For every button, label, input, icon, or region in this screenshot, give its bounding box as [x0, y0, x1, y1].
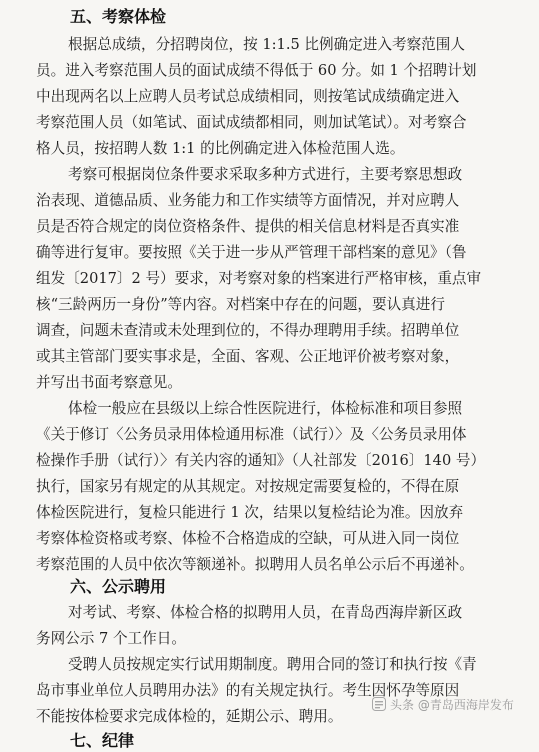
paragraph-line: 员。进入考察范围人员的面试成绩不得低于 60 分。如 1 个招聘计划: [36, 62, 477, 79]
section-heading: 七、纪律: [70, 731, 135, 750]
paragraph-line: 体检一般应在县级以上综合性医院进行，体检标准和项目参照: [68, 400, 463, 417]
paragraph-line: 考察体检资格或考察、体检不合格造成的空缺，可从进入同一岗位: [36, 530, 460, 547]
section-heading: 五、考察体检: [70, 7, 167, 26]
paragraph-line: 执行，国家另有规定的从其规定。对按规定需要复检的，不得在原: [36, 478, 460, 495]
section-heading: 六、公示聘用: [70, 577, 167, 596]
paragraph-line: 考察可根据岗位条件要求采取多种方式进行，主要考察思想政: [68, 166, 463, 183]
paragraph-line: 组发〔2017〕2 号）要求，对考察对象的档案进行严格审核，重点审: [36, 270, 482, 287]
paragraph-line: 检操作手册（试行）〉有关内容的通知》（人社部发〔2016〕140 号）: [36, 452, 486, 469]
paragraph-line: 中出现两名以上应聘人员考试总成绩相同，则按笔试成绩确定进入: [36, 88, 460, 105]
paragraph-line: 务网公示 7 个工作日。: [36, 630, 186, 647]
paragraph-line: 治表现、道德品质、业务能力和工作实绩等方面情况，并对应聘人: [36, 192, 460, 209]
paragraph-line: 受聘人员按规定实行试用期制度。聘用合同的签订和执行按《青: [68, 656, 477, 673]
paragraph-line: 格人员，按招聘人数 1:1 的比例确定进入体检范围人选。: [36, 140, 405, 157]
paragraph-line: 岛市事业单位人员聘用办法》的有关规定执行。考生因怀孕等原因: [36, 682, 460, 699]
paragraph-line: 员是否符合规定的岗位资格条件、提供的相关信息材料是否真实准: [36, 218, 460, 235]
toutiao-logo-icon: [372, 697, 386, 711]
paragraph-line: 核“三龄两历一身份”等内容。对档案中存在的问题，要认真进行: [36, 296, 445, 313]
paragraph-line: 考察范围的人员中依次等额递补。拟聘用人员名单公示后不再递补。: [36, 556, 474, 573]
paragraph-line: 对考试、考察、体检合格的拟聘用人员，在青岛西海岸新区政: [68, 604, 463, 621]
paragraph-line: 调查，问题未查清或未处理到位的，不得办理聘用手续。招聘单位: [36, 322, 460, 339]
watermark-text: 头条 @青岛西海岸发布: [390, 698, 514, 712]
paragraph-line: 并写出书面考察意见。: [36, 374, 182, 391]
paragraph-line: 或其主管部门要实事求是，全面、客观、公正地评价被考察对象，: [36, 348, 460, 365]
paragraph-line: 不能按体检要求完成体检的，延期公示、聘用。: [36, 708, 343, 725]
paragraph-line: 考察范围人员（如笔试、面试成绩都相同，则加试笔试）。对考察合: [36, 114, 467, 131]
paragraph-line: 确等进行复审。要按照《关于进一步从严管理干部档案的意见》（鲁: [36, 244, 467, 261]
paragraph-line: 体检医院进行，复检只能进行 1 次，结果以复检结论为准。因放弃: [36, 504, 464, 521]
paragraph-line: 《关于修订〈公务员录用体检通用标准（试行）〉及〈公务员录用体: [36, 426, 467, 443]
paragraph-line: 根据总成绩，分招聘岗位，按 1:1.5 比例确定进入考察范围人: [68, 36, 465, 53]
